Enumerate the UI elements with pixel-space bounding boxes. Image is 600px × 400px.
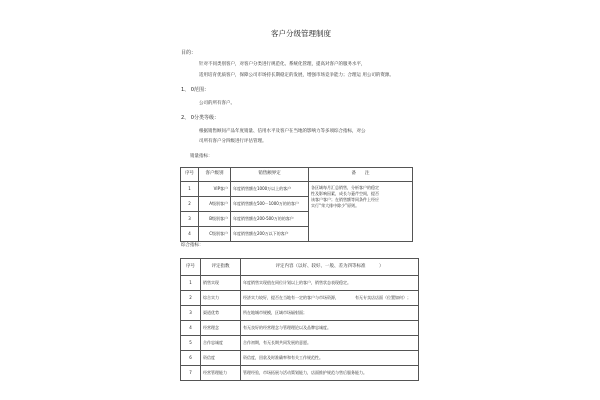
row-content: 年度销售实现值在同位计划以上的客户，销售状态表现稳定。 <box>241 276 419 291</box>
purpose-line-2: 适用培育优质客户，保障公司市场持长期稳定的发展，增强市场竞争能力；合理运 用公司的资源。 <box>199 73 394 78</box>
row-number: 6 <box>181 351 201 366</box>
row-level: VIP客户 <box>199 182 231 197</box>
row-level: C级别客户 <box>199 227 231 242</box>
row-criteria: 年度销售额在500－1000万的的客户 <box>231 197 309 212</box>
table-row <box>181 351 419 366</box>
row-number: 1 <box>181 182 199 197</box>
sales-table <box>180 167 413 242</box>
row-content: 经济实力较好，提否在当地有一定的客户与市场资源， 有无专卖店店面（位置如何）； <box>241 291 419 306</box>
row-level: A级别客户 <box>199 197 231 212</box>
overall-indicator-label: 综合指标： <box>181 243 204 248</box>
row-content: 合作初期，有无长期共同发展的意愿。 <box>241 336 419 351</box>
row-criteria: 年度销售额在200万以下的客户 <box>231 227 309 242</box>
row-index: 资信度 <box>201 351 241 366</box>
overall-table <box>180 258 419 381</box>
table-row <box>181 306 419 321</box>
row-index: 渠道优势 <box>201 306 241 321</box>
note-line: 该客户客户；在销售额等同条件上经应 <box>311 197 379 202</box>
document-title: 客户分级管理制度 <box>271 29 331 38</box>
table-row <box>181 366 419 381</box>
class-heading: 2、 0分类等级： <box>181 115 219 121</box>
row-content: 管理经验，市场拓展与活动策划能力，店面推护规范与售后服务能力。 <box>241 366 419 381</box>
class-line-1: 根据销售顾问产品年度销量、信用水平及客户在当地的影响力等多项综合指标，对公 <box>199 129 366 134</box>
sales-note-cell <box>309 182 413 242</box>
note-line: 各区域每月汇总销售，分析客户的稳定 <box>311 185 379 190</box>
class-line-2: 司所有客户分四级进行评估管理。 <box>199 139 267 144</box>
header-criteria: 销售额界定 <box>231 168 309 182</box>
table-row <box>181 291 419 306</box>
row-index: 合作忠诚度 <box>201 336 241 351</box>
row-number: 4 <box>181 321 201 336</box>
row-index: 经营理念 <box>201 321 241 336</box>
row-index: 销售实现 <box>201 276 241 291</box>
row-number: 2 <box>181 197 199 212</box>
row-index: 经营管理能力 <box>201 366 241 381</box>
table-row <box>181 182 413 197</box>
note-line: 性及影响因素，成长与萎芹空间，提否 <box>311 191 379 196</box>
row-content: 有无良好的经营理念与管理理论以及品牌忠诚度。 <box>241 321 419 336</box>
row-level: B级别客户 <box>199 212 231 227</box>
header-note: 备 注 <box>309 168 413 182</box>
row-number: 4 <box>181 227 199 242</box>
row-number: 5 <box>181 336 201 351</box>
row-content: 资信度，回款及时准确率和有关工作规范性。 <box>241 351 419 366</box>
sales-table-header-row <box>181 168 413 182</box>
overall-table-header-row <box>181 259 419 276</box>
row-content: 所在地城市规模，区域市场辐射面； <box>241 306 419 321</box>
row-number: 3 <box>181 306 201 321</box>
sales-indicator-label: 销量指标： <box>190 154 213 159</box>
header-number: 序号 <box>181 259 201 276</box>
row-index: 综合实力 <box>201 291 241 306</box>
purpose-line-1: 针对不同类别客户，对客户分类进行规范化、系统化管理，提高对客户的服务水平， <box>199 62 366 67</box>
table-row <box>181 336 419 351</box>
purpose-heading: 目的： <box>181 50 197 56</box>
row-number: 7 <box>181 366 201 381</box>
note-line: 实行“荣大排中除少”原则。 <box>311 203 360 208</box>
row-number: 1 <box>181 276 201 291</box>
row-number: 3 <box>181 212 199 227</box>
table-row <box>181 276 419 291</box>
scope-heading: 1、 0范围： <box>181 87 209 93</box>
header-number: 序号 <box>181 168 199 182</box>
header-content: 评定内容（以好、较好、一般、差为四等标准 ） <box>241 259 419 276</box>
row-number: 2 <box>181 291 201 306</box>
header-index: 评定指数 <box>201 259 241 276</box>
table-row <box>181 321 419 336</box>
row-criteria: 年度销售额在1000万以上的客户 <box>231 182 309 197</box>
scope-text: 公司的所有客户。 <box>199 101 235 106</box>
header-level: 客户级别 <box>199 168 231 182</box>
row-criteria: 年度销售额在200-500万的的客户 <box>231 212 309 227</box>
